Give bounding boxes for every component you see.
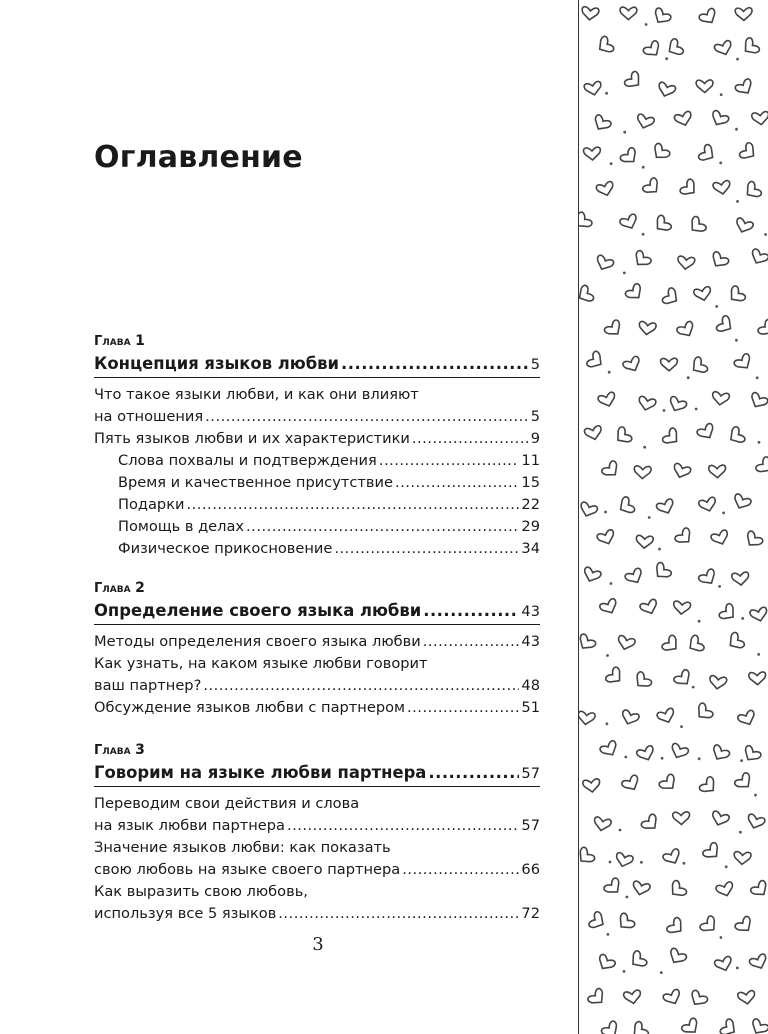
heart-icon (632, 671, 653, 692)
heart-icon (699, 915, 720, 936)
heart-icon (652, 214, 672, 235)
heart-icon (582, 566, 602, 584)
dot-decoration (741, 617, 744, 620)
dot-decoration (660, 971, 663, 974)
chapter-1 (94, 331, 540, 560)
heart-icon (584, 425, 603, 441)
heart-icon (599, 740, 620, 759)
dot-decoration (736, 967, 739, 970)
heart-icon (579, 711, 595, 726)
dot-decoration (623, 970, 626, 973)
dot-decoration (607, 933, 610, 936)
heart-icon (673, 669, 694, 689)
toc-entry-line: Как выразить свою любовь, (94, 883, 308, 900)
heart-icon (733, 353, 754, 373)
heart-icon (734, 772, 755, 792)
heart-icon (665, 38, 685, 59)
heart-icon (746, 813, 766, 830)
chapter-heading[interactable]: Говорим на языке любви партнера ..... 57 (94, 760, 540, 787)
heart-icon (751, 111, 768, 125)
dot-decoration (692, 686, 695, 689)
heart-icon (635, 113, 655, 130)
dot-decoration (739, 831, 742, 834)
dot-decoration (645, 23, 648, 26)
dot-decoration (661, 757, 664, 760)
dot-decoration (609, 861, 612, 864)
heart-icon (718, 603, 738, 624)
dot-decoration (722, 512, 725, 515)
dot-decoration (680, 725, 683, 728)
heart-icon (597, 392, 617, 409)
heart-icon (599, 598, 620, 617)
dot-decoration (665, 57, 668, 60)
heart-icon (693, 286, 712, 302)
heart-pattern (579, 0, 768, 1034)
heart-icon (676, 320, 697, 339)
toc-entry[interactable]: на отношения ..... 5 (94, 406, 540, 428)
heart-icon (681, 1017, 702, 1034)
heart-icon (661, 427, 681, 448)
heart-icon (748, 392, 768, 411)
heart-icon (615, 912, 636, 933)
dot-decoration (698, 757, 701, 760)
dot-decoration (606, 722, 609, 725)
heart-icon (698, 144, 718, 165)
heart-icon (673, 812, 690, 825)
heart-icon (579, 846, 596, 867)
heart-icon (623, 70, 643, 91)
heart-icon (662, 989, 683, 1007)
toc-entry[interactable]: свою любовь на языке своего партнера ..... 66 (94, 859, 540, 881)
heart-icon (594, 254, 614, 272)
toc-entry-line: Значение языков любви: как показать (94, 839, 391, 856)
heart-icon (725, 631, 745, 652)
heart-icon (669, 743, 689, 761)
toc-subentry[interactable]: Слова похвалы и подтверждения ..... 11 (94, 450, 540, 472)
dot-decoration (756, 376, 759, 379)
heart-icon (710, 744, 731, 763)
dot-decoration (757, 653, 760, 656)
heart-icon (726, 426, 746, 447)
dot-decoration (715, 305, 718, 308)
heart-icon (674, 527, 695, 548)
chapter-2 (94, 578, 540, 719)
dot-decoration (623, 272, 626, 275)
heart-icon (642, 177, 663, 198)
heart-icon (624, 283, 645, 303)
dot-decoration (764, 233, 767, 236)
heart-icon (593, 816, 612, 832)
toc-entry[interactable]: Обсуждение языков любви с партнером ..... 51 (94, 697, 540, 719)
dot-decoration (758, 441, 761, 444)
toc-entry-line: Переводим свои действия и слова (94, 795, 360, 812)
heart-icon (714, 40, 734, 57)
dot-decoration (606, 654, 609, 657)
dot-decoration (626, 896, 629, 899)
chapter-heading[interactable]: Концепция языков любви ..... 5 (94, 351, 540, 378)
heart-icon (713, 180, 732, 195)
dot-decoration (605, 92, 608, 95)
toc-entry[interactable]: на язык любви партнера ..... 57 (94, 815, 540, 837)
heart-icon (624, 567, 645, 586)
heart-icon (686, 634, 706, 655)
heart-icon (696, 423, 717, 442)
chapter-label: Глава 1 (94, 333, 145, 349)
heart-icon (658, 773, 679, 793)
heart-icon (579, 633, 597, 653)
dot-decoration (608, 371, 611, 374)
heart-icon (733, 851, 751, 865)
heart-icon (621, 774, 642, 793)
heart-icon (667, 396, 688, 414)
dot-decoration (736, 58, 739, 61)
page-title: Оглавление (94, 140, 303, 175)
dot-decoration (683, 862, 686, 865)
heart-icon (749, 672, 767, 685)
heart-icon (596, 529, 616, 547)
chapter-heading[interactable]: Определение своего языка любви ..... 43 (94, 598, 540, 625)
heart-icon (628, 950, 648, 971)
heart-icon (616, 635, 636, 652)
heart-icon (640, 813, 661, 834)
heart-icon (737, 709, 757, 727)
heart-icon (731, 572, 749, 586)
toc-entry[interactable]: Пять языков любви и их характеристики ..... 9 (94, 428, 540, 450)
heart-icon (631, 249, 652, 269)
heart-icon (656, 707, 676, 725)
dot-decoration (642, 233, 645, 236)
heart-icon (750, 879, 768, 899)
toc-entry-line: Как узнать, на каком языке любви говорит (94, 655, 428, 672)
toc-entry[interactable]: Методы определения своего языка любви ..... 43 (94, 631, 540, 653)
heart-icon (603, 319, 624, 339)
heart-icon (741, 745, 762, 765)
heart-icon (735, 8, 752, 21)
heart-icon (709, 465, 726, 478)
heart-icon (711, 391, 729, 406)
toc-entry[interactable]: ваш партнер? ..... 48 (94, 675, 540, 697)
heart-icon (737, 990, 756, 1005)
dot-decoration (604, 511, 607, 514)
heart-icon (702, 842, 723, 863)
dot-decoration (648, 516, 651, 519)
heart-icon (696, 80, 713, 93)
heart-icon (698, 568, 719, 588)
heart-icon (679, 178, 699, 199)
dot-decoration (610, 582, 613, 585)
heart-icon (587, 987, 608, 1008)
heart-icon (579, 501, 598, 518)
dot-decoration (725, 865, 728, 868)
dot-decoration (642, 166, 645, 169)
heart-icon (740, 37, 760, 58)
dot-decoration (735, 128, 738, 131)
heart-icon (738, 142, 758, 163)
heart-icon (639, 599, 659, 617)
heart-icon (603, 877, 624, 897)
dot-decoration (720, 93, 723, 96)
heart-icon (614, 852, 634, 869)
heart-icon (755, 456, 768, 477)
heart-icon (642, 40, 663, 60)
dot-decoration (623, 131, 626, 134)
heart-icon (652, 561, 673, 582)
heart-icon (661, 634, 681, 655)
heart-icon (715, 881, 735, 898)
heart-icon (579, 211, 593, 232)
heart-icon (749, 1018, 768, 1034)
dot-decoration (720, 936, 723, 939)
heart-icon (710, 529, 730, 547)
heart-icon (749, 607, 768, 623)
heart-icon (620, 709, 640, 726)
dot-decoration (698, 620, 701, 623)
heart-icon (673, 601, 691, 615)
heart-icon (596, 181, 616, 198)
heart-icon (656, 498, 676, 516)
toc-subentry[interactable]: Подарки ..... 22 (94, 494, 540, 516)
heart-icon (734, 78, 755, 98)
heart-icon (586, 350, 606, 371)
heart-icon (622, 355, 643, 374)
dot-decoration (643, 446, 646, 449)
heart-icon (588, 911, 607, 932)
heart-icon (661, 287, 681, 308)
toc-subentry[interactable]: Помощь в делах ..... 29 (94, 516, 540, 538)
heart-icon (650, 142, 671, 162)
heart-icon (734, 217, 754, 235)
heart-icon (613, 426, 633, 447)
toc-subentry[interactable]: Время и качественное присутствие ..... 15 (94, 472, 540, 494)
dot-decoration (695, 408, 698, 411)
heart-icon (619, 147, 640, 167)
heart-icon (749, 248, 768, 267)
dot-decoration (754, 794, 757, 797)
heart-icon (636, 745, 656, 763)
heart-icon (656, 82, 676, 99)
heart-icon (620, 7, 637, 20)
heart-icon (619, 213, 639, 231)
heart-icon (677, 256, 695, 270)
chapter-label: Глава 3 (94, 742, 145, 758)
toc-entry-line: Что такое языки любви, и как они влияют (94, 386, 419, 403)
heart-icon (662, 848, 683, 867)
heart-icon (634, 466, 652, 479)
heart-icon (605, 666, 625, 687)
dot-decoration (663, 409, 666, 412)
heart-icon (757, 318, 768, 339)
heart-icon (631, 880, 650, 896)
dot-decoration (719, 162, 722, 165)
heart-icon (749, 953, 768, 971)
heart-icon (689, 356, 709, 377)
heart-icon (698, 497, 718, 514)
heart-icon (581, 6, 599, 20)
dot-decoration (610, 162, 613, 165)
heart-icon (584, 81, 603, 97)
heart-icon (715, 315, 735, 336)
heart-icon (714, 956, 734, 973)
dot-decoration (658, 548, 661, 551)
heart-icon (693, 702, 714, 723)
heart-icon (666, 916, 686, 937)
heart-icon (671, 463, 691, 480)
heart-icon (667, 947, 688, 966)
chapter-label: Глава 2 (94, 580, 145, 596)
heart-icon (638, 321, 656, 336)
dot-decoration (619, 829, 622, 832)
heart-icon (601, 460, 622, 480)
heart-icon (719, 1018, 739, 1034)
dot-decoration (640, 861, 643, 864)
heart-icon (583, 147, 601, 161)
heart-icon (709, 675, 727, 690)
heart-icon (698, 7, 719, 27)
heart-icon (582, 779, 600, 793)
heart-icon (616, 496, 635, 517)
heart-icon (660, 358, 677, 371)
heart-icon (595, 35, 615, 56)
heart-icon (595, 953, 616, 973)
heart-icon (709, 251, 730, 271)
toc-entry[interactable]: используя все 5 языков ..... 72 (94, 903, 540, 925)
heart-icon (687, 215, 708, 236)
heart-icon (667, 879, 688, 900)
heart-icon (629, 1020, 649, 1034)
heart-icon (637, 396, 656, 412)
heart-pattern-svg (579, 0, 768, 1034)
dot-decoration (740, 759, 743, 762)
toc-subentry[interactable]: Физическое прикосновение ..... 34 (94, 538, 540, 560)
heart-icon (636, 535, 654, 549)
heart-icon (726, 285, 746, 306)
heart-icon (710, 810, 730, 827)
heart-icon (591, 114, 612, 134)
heart-icon (579, 284, 595, 305)
heart-icon (743, 530, 764, 550)
dot-decoration (687, 376, 690, 379)
heart-icon (709, 110, 730, 129)
heart-icon (698, 776, 719, 797)
heart-icon (688, 989, 709, 1009)
page-number: 3 (312, 934, 324, 955)
dot-decoration (736, 200, 739, 203)
heart-icon (674, 111, 694, 128)
chapter-3 (94, 740, 540, 925)
dot-decoration (624, 756, 627, 759)
heart-icon (734, 915, 755, 935)
dot-decoration (735, 339, 738, 342)
heart-icon (742, 180, 762, 201)
dot-decoration (718, 585, 721, 588)
heart-icon (600, 1020, 621, 1034)
heart-icon (651, 7, 672, 27)
heart-icon (731, 493, 752, 511)
heart-icon (623, 990, 642, 1005)
